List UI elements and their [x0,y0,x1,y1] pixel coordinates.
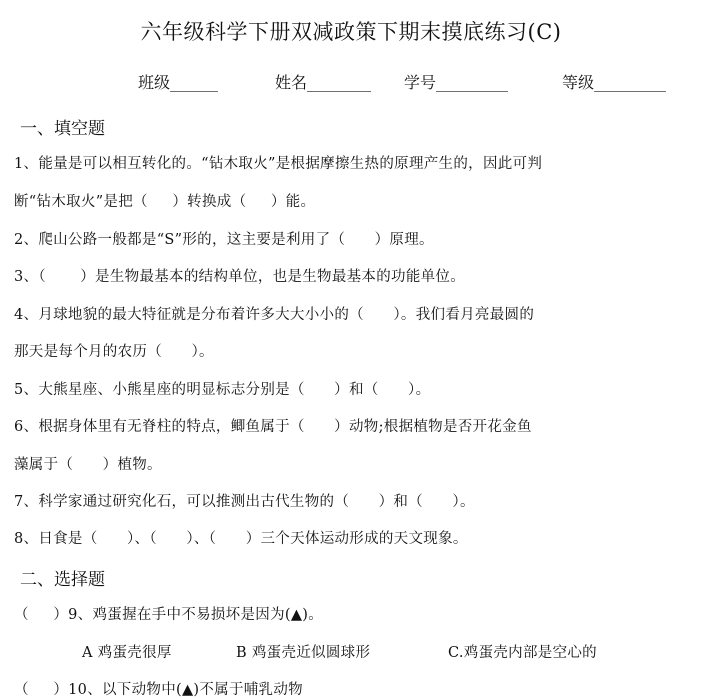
question-4-line-1: 4、月球地貌的最大特征就是分布着许多大大小小的（ ）。我们看月亮最圆的 [14,307,535,323]
section-fill-heading: 一、填空题 [20,119,105,139]
question-9-option-a: A 鸡蛋壳很厚 [82,645,172,661]
question-8: 8、日食是（ ）、（ ）、（ ）三个天体运动形成的天文现象。 [14,531,468,547]
grade-field: 等级_________ [562,73,667,92]
question-7: 7、科学家通过研究化石，可以推测出古代生物的（ ）和（ ）。 [14,494,475,510]
question-10-stem: （ ）10、以下动物中(▲)不属于哺乳动物 [14,682,303,698]
question-3: 3、（ ）是生物最基本的结构单位，也是生物最基本的功能单位。 [14,269,466,285]
question-1-line-1: 1、能量是可以相互转化的。“钻木取火”是根据摩擦生热的原理产生的，因此可判 [14,156,543,172]
question-9-option-b: B 鸡蛋壳近似圆球形 [236,645,371,661]
question-2: 2、爬山公路一般都是“S”形的，这主要是利用了（ ）原理。 [14,232,434,248]
class-field: 班级______ [138,73,219,92]
question-1-line-2: 断“钻木取火”是把（ ）转换成（ ）能。 [14,194,316,210]
question-6-line-1: 6、根据身体里有无脊柱的特点，鲫鱼属于（ ）动物;根据植物是否开花金鱼 [14,419,532,435]
question-6-line-2: 藻属于（ ）植物。 [14,457,162,473]
name-field: 姓名________ [275,73,372,92]
question-9-stem: （ ）9、鸡蛋握在手中不易损坏是因为(▲)。 [14,607,324,623]
question-5: 5、大熊星座、小熊星座的明显标志分别是（ ）和（ ）。 [14,382,431,398]
question-9-option-c: C.鸡蛋壳内部是空心的 [448,645,597,661]
page-title: 六年级科学下册双减政策下期末摸底练习(C) [140,20,562,44]
student-id-field: 学号_________ [404,73,509,92]
section-choice-heading: 二、选择题 [20,570,105,590]
question-4-line-2: 那天是每个月的农历（ ）。 [14,344,214,360]
